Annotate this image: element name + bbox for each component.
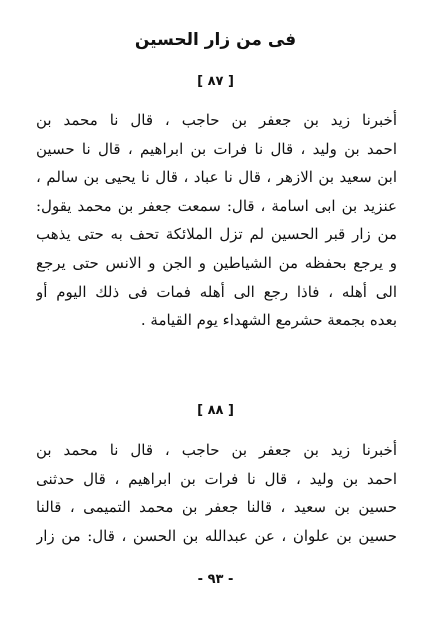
text-line: من زار قبر الحسين لم تزل الملائكة تحف به حتى يذهب: [36, 225, 397, 244]
hadith-number: [ ٨٨ ]: [197, 403, 234, 418]
page-number: - ٩٣ -: [197, 572, 234, 587]
text-line: و يرجع بحفظه من الشياطين و الجن و الانس حتى يرجع: [36, 253, 397, 272]
text-line: أخبرنا زيد بن جعفر بن حاجب ، قال نا محمد بن: [36, 441, 397, 459]
text-line: أخبرنا زيد بن جعفر بن حاجب ، قال نا محمد بن: [36, 111, 397, 129]
text-line: الى أهله ، فاذا رجع الى أهله فمات فى ذلك اليوم أو: [36, 282, 397, 301]
text-line: حسين بن سعيد ، قالنا جعفر بن محمد التميمى ، قالنا: [36, 498, 397, 517]
text-line: ابن سعيد بن الازهر ، قال نا عباد ، قال نا يحيى بن سالم ،: [36, 168, 397, 187]
text-line: حسين بن علوان ، عن عبدالله بن الحسن ، قال: من زار: [36, 526, 397, 545]
text-line: عنزيد بن ابى اسامة ، قال: سمعت جعفر بن محمد يقول:: [36, 196, 397, 215]
hadith-text: [36, 106, 397, 335]
text-line: احمد بن وليد ، قال نا فرات بن ابراهيم ، قال نا حسين: [36, 139, 397, 158]
hadith-text: [36, 436, 397, 550]
hadith-number: [ ٨٧ ]: [197, 74, 234, 89]
text-line: بعده بجمعة حشرمع الشهداء يوم القيامة .: [140, 311, 397, 330]
page-title: فى من زار الحسين: [134, 30, 297, 50]
text-line: احمد بن وليد ، قال نا فرات بن ابراهيم ، قال حدثنى: [36, 469, 397, 488]
